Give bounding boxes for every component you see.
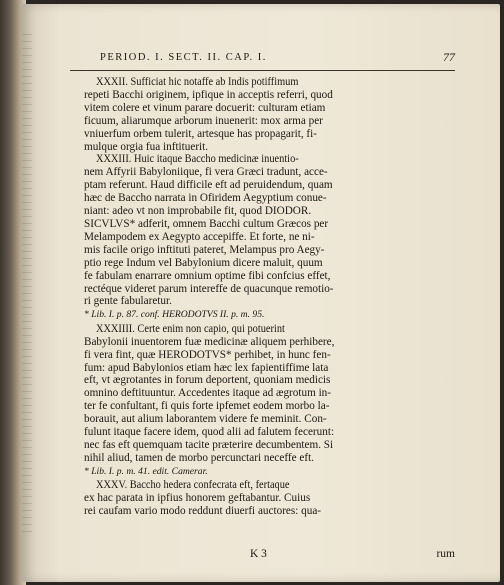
- signature-mark: K 3: [250, 548, 267, 560]
- text-line: nihil aliud, tamen de morbo percunctari neceffe eft.: [84, 451, 314, 464]
- text-line: fe fabulam enarrare omnium optime fibi confcius effet,: [84, 269, 331, 282]
- text-line: XXXV. Baccho hedera confecrata eft, fertaque: [95, 479, 290, 492]
- text-line: rei caufam vario modo reddunt diuerfi auctores: qua-: [84, 505, 322, 518]
- text-line: fi vera fint, quæ HERODOTVS* perhibet, in hunc fen-: [84, 348, 331, 361]
- text-line: mis facile origo inftituti pateret, Melampus pro Aegy-: [84, 243, 325, 256]
- text-line: niant: adeo vt non improbabile fit, quod DIODOR.: [84, 205, 312, 218]
- header-rule: [70, 70, 455, 71]
- text-line: Melampodem ex Aegypto accepiffe. Et forte, ne ni-: [84, 230, 315, 243]
- text-line: nec fas eft quemquam tacite præterire decumbentem. Si: [84, 438, 334, 451]
- body-text: [70, 76, 455, 518]
- footnote: * Lib. I. p. m. 41. edit. Camerar.: [84, 465, 208, 477]
- text-line: nem Affyrii Babyloniique, fi vera Græci tradunt, acce-: [84, 166, 328, 179]
- paragraph: [70, 323, 455, 465]
- text-line: omnino deftituuntur. Accedentes itaque ad ægrotum in-: [84, 387, 332, 400]
- page-number: 77: [443, 50, 455, 64]
- text-line: ptam referunt. Haud difficile eft ad peruidendum, quam: [84, 179, 333, 192]
- text-line: ri gente fabularetur.: [84, 295, 172, 308]
- text-line: Babylonii inuentorem fuæ medicinæ aliquem perhibere,: [84, 335, 335, 348]
- text-line: XXXIIII. Certe enim non capio, qui potuerint: [95, 322, 285, 335]
- text-line: ter fe confultant, fi quis forte ipfemet eodem morbo la-: [84, 400, 330, 413]
- paragraph: [70, 479, 455, 518]
- page-edge: [22, 34, 32, 534]
- text-line: vitem colere et vinum parare docuerit: culturam etiam: [84, 101, 326, 114]
- text-line: SICVLVS* adferit, omnem Bacchi cultum Græcos per: [84, 217, 329, 230]
- text-line: repeti Bacchi originem, ipfique in acceptis referri, quod: [84, 88, 333, 101]
- paragraph: [70, 153, 455, 308]
- catchword: rum: [436, 548, 455, 560]
- running-head: PERIOD. I. SECT. II. CAP. I.: [100, 52, 267, 63]
- text-line: vniuerfum orbem tulerit, artesque has propagarit, fi-: [84, 127, 317, 140]
- page-footer: [70, 548, 455, 562]
- text-line: ex hac parata in ipfius honorem geftabantur. Cuius: [84, 492, 311, 505]
- text-line: XXXIII. Huic itaque Baccho medicinæ inuentio-: [95, 153, 299, 166]
- footnote: * Lib. I. p. 87. conf. HERODOTVS II. p. m. 95.: [84, 309, 265, 321]
- text-line: mulque orgia fua inftituerit.: [84, 140, 209, 153]
- paragraph: [70, 76, 455, 153]
- text-line: borauit, aut alium laborantem videre fe meminit. Con-: [84, 413, 327, 426]
- text-line: XXXII. Sufficiat hic notaffe ab Indis potiffimum: [95, 76, 299, 88]
- text-line: fulunt itaque facere idem, quod alii ad falutem fecerunt:: [84, 426, 335, 439]
- text-line: hæc de Baccho narrata in Ofiridem Aegyptium conue-: [84, 192, 327, 205]
- text-line: ficuum, aliarumque arborum inuenerit: mox arma per: [84, 114, 323, 127]
- page-header: [70, 52, 455, 70]
- text-line: rectéque videret parum intereffe de quacunque remotio-: [84, 282, 334, 295]
- text-line: eft, vt ægrotantes in forum deportent, quoniam medicis: [84, 374, 331, 387]
- text-line: ptio rege Indum vel Babylonium dicere maluit, quum: [84, 256, 323, 269]
- text-line: fum: apud Babylonios etiam hæc lex fapientiffime lata: [84, 361, 329, 374]
